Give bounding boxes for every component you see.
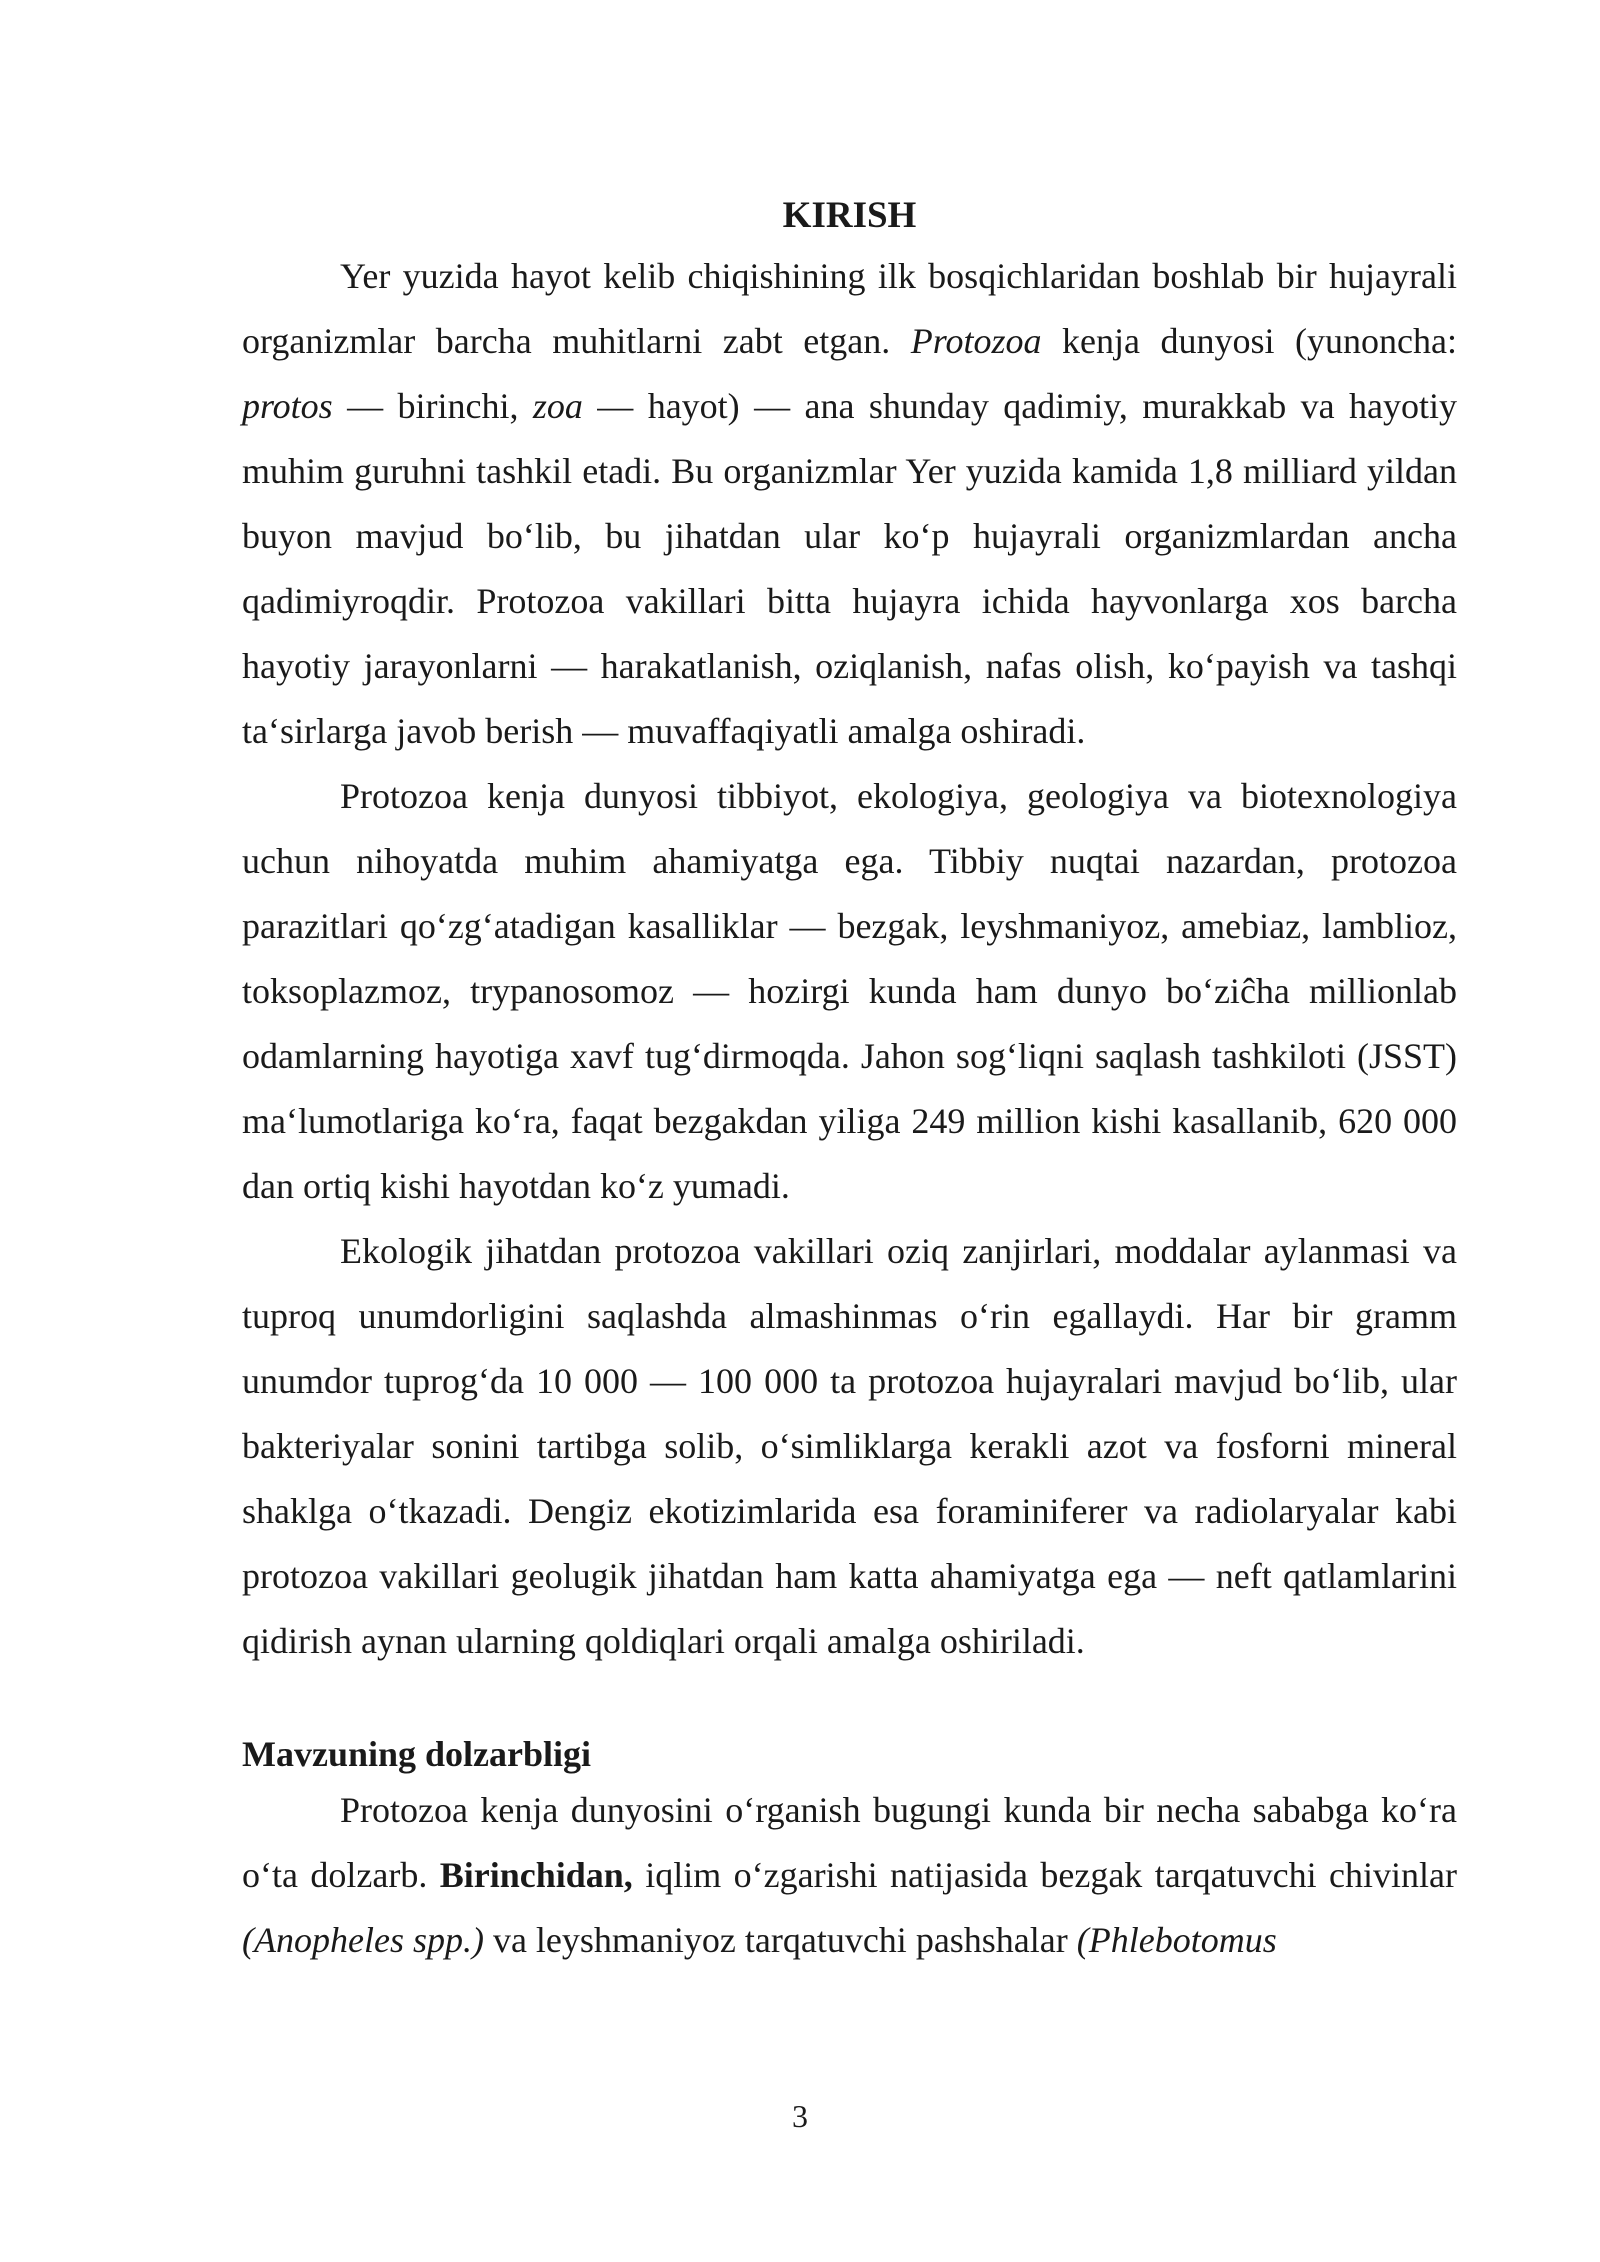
text-run: Yer yuzida hayot kelib chiqishining ilk bosqichlaridan boshlab bir hujayrali organizmlar barcha muhitlarni zabt etgan.	[242, 256, 1457, 361]
bold-text: Birinchidan,	[439, 1855, 633, 1895]
text-run: — birinchi,	[332, 386, 533, 426]
paragraph-relevance	[242, 1778, 1457, 1973]
paragraph	[242, 764, 1457, 1219]
italic-text: Protozoa	[910, 321, 1042, 361]
page-content	[242, 192, 1457, 1973]
paragraph	[242, 1219, 1457, 1674]
text-run: Protozoa kenja dunyosi tibbiyot, ekologiya, geologiya va biotexnologiya uchun nihoyatda muhim ahamiyatga ega. Tibbiy nuqtai nazardan, protozoa parazitlari qo‘zg‘atadigan kasalliklar — bezgak, leyshmaniyoz, amebiaz, lamblioz, toksoplazmoz, trypanosomoz — hozirgi kunda ham dunyo bo‘ziĉha millionlab odamlarning hayotiga xavf tug‘dirmoqda. Jahon sog‘liqni saqlash tashkiloti (JSST) ma‘lumotlariga ko‘ra, faqat bezgakdan yiliga 249 million kishi kasallanib, 620 000 dan ortiq kishi hayotdan ko‘z yumadi.	[242, 776, 1457, 1206]
subsection-heading: Mavzuning dolzarbligi	[242, 1734, 592, 1774]
section-title: KIRISH	[782, 195, 917, 236]
text-run: Protozoa kenja dunyosini o‘rganish bugungi kunda bir necha sababga ko‘ra o‘ta dolzarb.	[242, 1790, 1457, 1895]
italic-text: (Phlebotomus	[1076, 1920, 1277, 1960]
italic-text: zoa	[532, 386, 583, 426]
paragraph	[242, 244, 1457, 764]
italic-text: (Anopheles spp.)	[242, 1920, 484, 1960]
text-run: iqlim o‘zgarishi natijasida bezgak tarqatuvchi chivinlar	[632, 1855, 1457, 1895]
text-run: Ekologik jihatdan protozoa vakillari oziq zanjirlari, moddalar aylanmasi va tuproq unumdorligini saqlashda almashinmas o‘rin egallaydi. Har bir gramm unumdor tuprog‘da 10 000 — 100 000 ta protozoa hujayralari mavjud bo‘lib, ular bakteriyalar sonini tartibga solib, o‘simliklarga kerakli azot va fosforni mineral shaklga o‘tkazadi. Dengiz ekotizimlarida esa foraminiferer va radiolaryalar kabi protozoa vakillari geolugik jihatdan ham katta ahamiyatga ega — neft qatlamlarini qidirish aynan ularning qoldiqlari orqali amalga oshiriladi.	[242, 1231, 1457, 1661]
text-run: kenja dunyosi (yunoncha:	[1041, 321, 1457, 361]
text-run: va leyshmaniyoz tarqatuvchi pashshalar	[483, 1920, 1077, 1960]
italic-text: protos	[242, 386, 333, 426]
text-run: — hayot) — ana shunday qadimiy, murakkab va hayotiy muhim guruhni tashkil etadi. Bu organizmlar Yer yuzida kamida 1,8 milliard yildan buyon mavjud bo‘lib, bu jihatdan ular ko‘p hujayrali organizmlardan ancha qadimiyroqdir. Protozoa vakillari bitta hujayra ichida hayvonlarga xos barcha hayotiy jarayonlarni — harakatlanish, oziqlanish, nafas olish, ko‘payish va tashqi ta‘sirlarga javob berish — muvaffaqiyatli amalga oshiradi.	[242, 386, 1457, 751]
page-number: 3	[792, 2098, 808, 2134]
